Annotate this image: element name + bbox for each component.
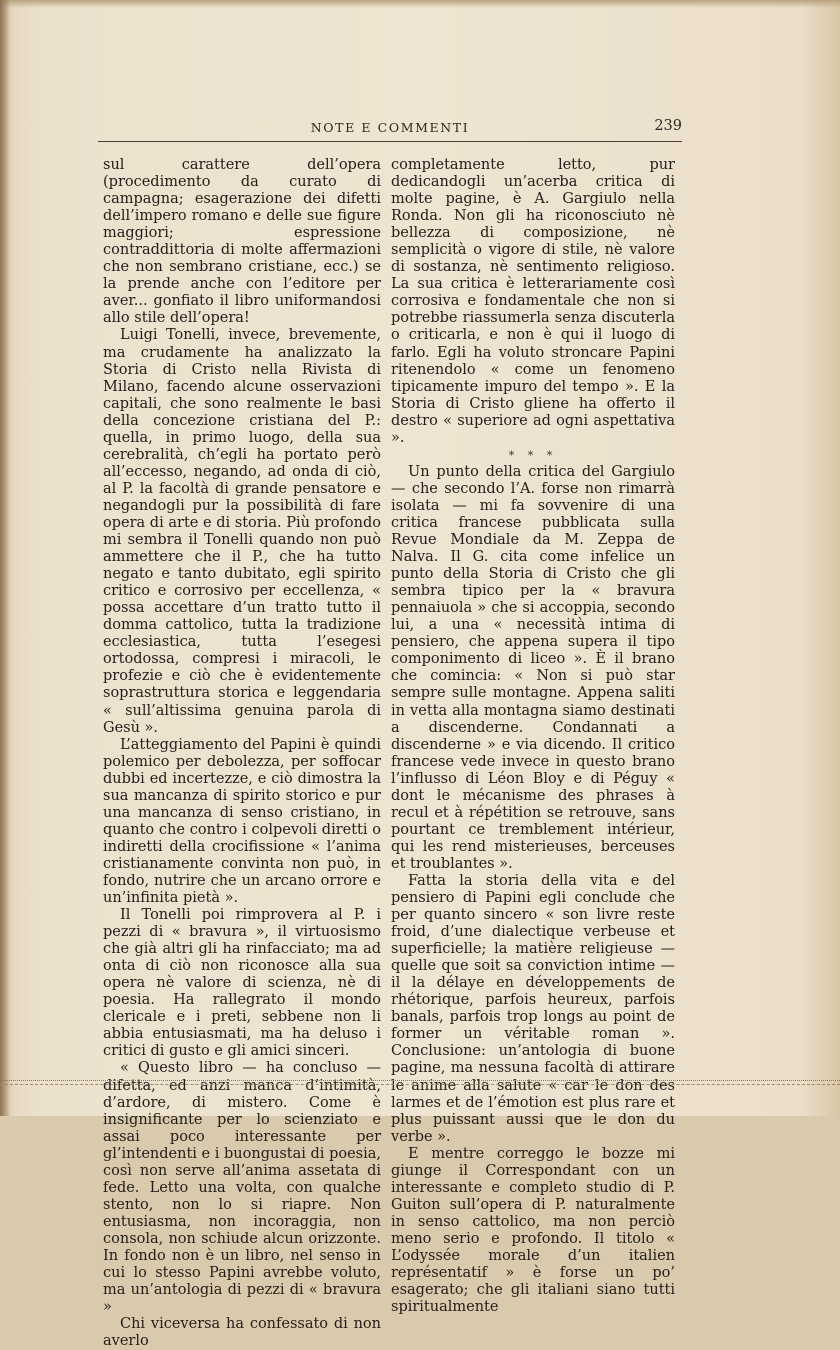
page-binding-shadow [0,0,10,1116]
paragraph: Un punto della critica del Gargiulo — che secondo l’A. forse non rimarrà isolata — mi fa sovvenire di una critica francese pubblicata sulla Revue Mondiale da M. Zeppa de Nalva. Il G. cita come infelice un punto della Storia di Cristo che gli sembra tipico per la « bravura pennaiuola » che si accoppia, secondo lui, a una « necessità intima di pensiero, che appena supera il tipo componimento di liceo ». È il brano che comincia: « Non si può star sempre sulle montagne. Appena saliti in vetta alla montagna siamo destinati a discenderne. Condannati a discenderne » e via dicendo. Il critico francese vede invece in questo brano l’influsso di Léon Bloy e di Péguy « dont le mécanisme des phrases à recul et à répétition se retrouve, sans pourtant ce tremblement intérieur, qui les rend misterieuses, berceuses et troublantes ». [391,463,675,872]
left-column [103,157,381,1350]
paragraph: sul carattere dell’opera (procedimento da curato di campagna; esagerazione dei difetti dell’impero romano e delle sue figure maggiori; espressione contraddittoria di molte affermazioni che non sembrano cristiane, ecc.) se la prende anche con l’editore per aver... gonfiato il libro uniformandosi allo stile dell’opera! [103,157,381,327]
paragraph: Fatta la storia della vita e del pensiero di Papini egli conclude che per quanto sincero « son livre reste froid, d’une dialectique verbeuse et superficielle; la matière religieuse — quelle que soit sa conviction intime — il la délaye en développements de rhétorique, parfois heureux, parfois banals, parfois trop longs au point de former un véritable roman ». Conclusione: un’antologia di buone pagine, ma nessuna facoltà di attirare le anime alla salute « car le don des larmes et de l’émotion est plus rare et plus puissant aussi que le don du verbe ». [391,872,675,1145]
paragraph: Chi viceversa ha confessato di non averlo [103,1316,381,1350]
quotation-paragraph: « Questo libro — ha concluso — difetta, ed anzi manca d’intimità, d’ardore, di mistero. Come è insignificante per lo scienziato e assai poco interessante per gl’intendenti e i buongustai di poesia, così non serve all’anima assetata di fede. Letto una volta, con qualche stento, non lo si riapre. Non entusiasma, non incoraggia, non consola, non schiude alcun orizzonte. In fondo non è un libro, nel senso in cui lo stesso Papini avrebbe voluto, ma un’antologia di pezzi di « bravura » [103,1060,381,1316]
paragraph: Luigi Tonelli, invece, brevemente, ma crudamente ha analizzato la Storia di Cristo nella Rivista di Milano, facendo alcune osservazioni capitali, che sono realmente le basi della concezione cristiana del P.: quella, in primo luogo, della sua cerebralità, ch’egli ha portato però all’eccesso, negando, ad onda di ciò, al P. la facoltà di grande pensatore e negandogli pur la possibilità di fare opera di arte e di storia. Più profondo mi sembra il Tonelli quando non può ammettere che il P., che ha tutto negato e tanto dubitato, egli spirito critico e corrosivo per eccellenza, « possa accettare d’un tratto tutto il domma cattolico, tutta la tradizione ecclesiastica, tutta l’esegesi ortodossa, compresi i miracoli, le profezie e ciò che è evidentemente soprastruttura storica e leggendaria « sull’altissima genuina parola di Gesù ». [103,327,381,736]
paragraph: Il Tonelli poi rimprovera al P. i pezzi di « bravura », il virtuosismo che già altri gli ha rinfacciato; ma ad onta di ciò non riconosce alla sua opera nè valore di scienza, nè di poesia. Ha rallegrato il mondo clericale e i preti, sebbene non li abbia entusiasmati, ma ha deluso i critici di gusto e gli amici sinceri. [103,907,381,1060]
page-bottom-rule [0,1080,840,1085]
section-separator: * * * [508,448,558,462]
paragraph: completamente letto, pur dedicandogli un’acerba critica di molte pagine, è A. Gargiulo nella Ronda. Non gli ha riconosciuto nè bellezza di composizione, nè semplicità o vigore di stile, nè valore di sostanza, nè sentimento religioso. La sua critica è letterariamente così corrosiva e fondamentale che non si potrebbe riassumerla senza discuterla o criticarla, e non è qui il luogo di farlo. Egli ha voluto stroncare Papini ritenendolo « come un fenomeno tipicamente impuro del tempo ». E la Storia di Cristo gliene ha offerto il destro « superiore ad ogni aspettativa ». [391,157,675,446]
paragraph: L’atteggiamento del Papini è quindi polemico per debolezza, per soffocar dubbi ed incertezze, e ciò dimostra la sua mancanza di spirito storico e pur una mancanza di senso cristiano, in quanto che contro i colpevoli diretti o indiretti della crocifissione « l’anima cristianamente convinta non può, in fondo, nutrire che un arcano orrore e un’infinita pietà ». [103,736,381,907]
header-rule [98,141,682,142]
page-number: 239 [654,118,682,134]
page-top-edge [0,0,840,8]
paragraph: E mentre correggo le bozze mi giunge il Correspondant con un interessante e completo studio di P. Guiton sull’opera di P. naturalmente in senso cattolico, ma non perciò meno serio e profondo. Il titolo « L’odyssée morale d’un italien représentatif » è forse un po’ esagerato; che gli italiani siano tutti spiritualmente [391,1145,675,1316]
right-column [391,157,675,1316]
running-header-title: NOTE E COMMENTI [310,120,470,135]
